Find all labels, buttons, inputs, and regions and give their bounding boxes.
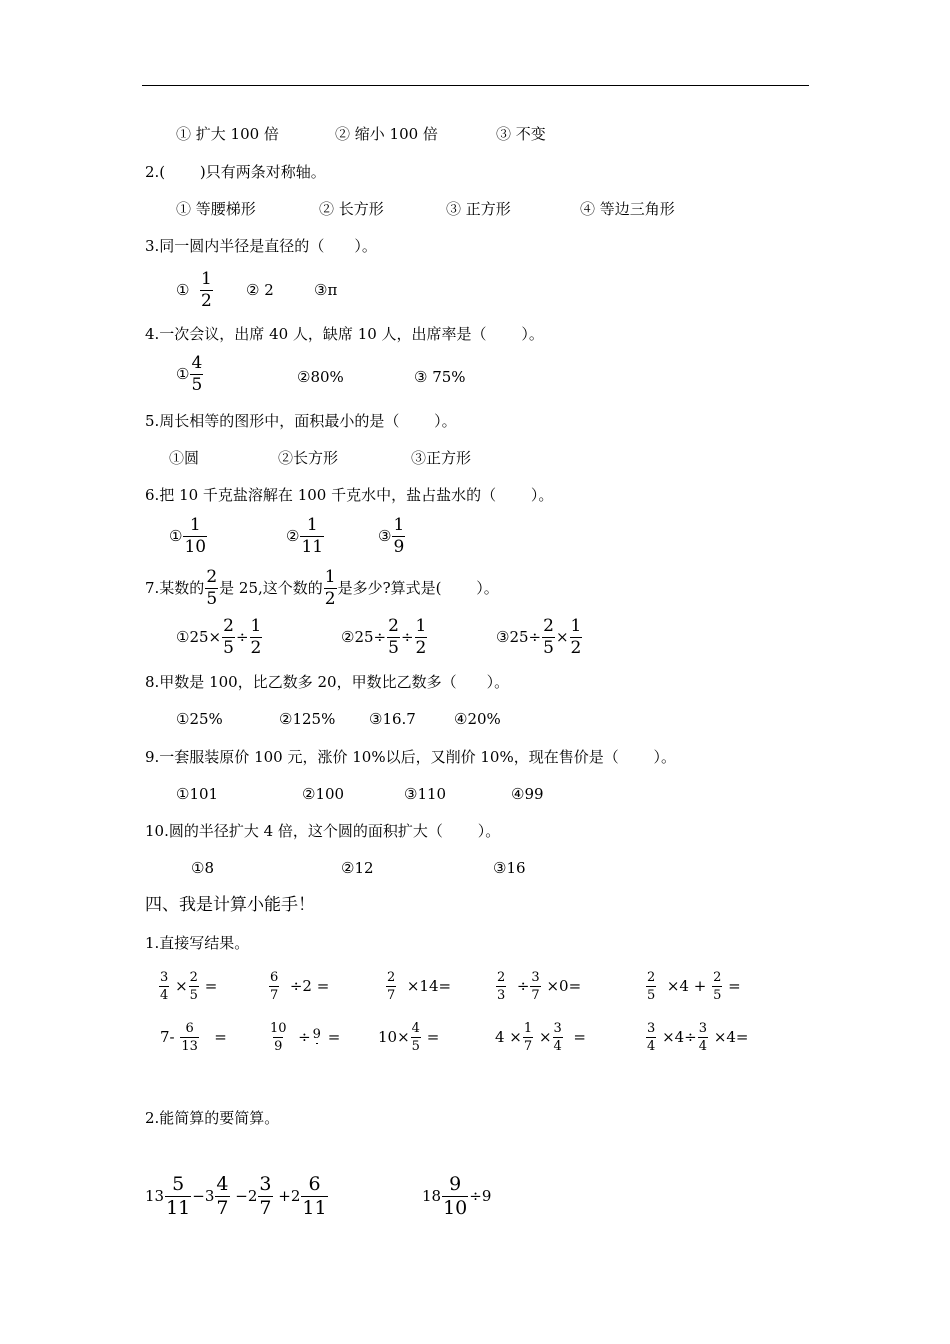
q10-option-1: ①8 — [191, 859, 214, 877]
fraction: $\frac{2}{5}$ — [543, 615, 554, 658]
q5-stem: 5.周长相等的图形中，面积最小的是（ ）。 — [145, 412, 457, 430]
calc-r2-d-head: 4 × — [495, 1028, 522, 1046]
calc-r2-e-tail: ×4= — [713, 1028, 749, 1046]
multiply-sign: × — [538, 1028, 552, 1046]
calc-r1-e — [645, 965, 741, 1007]
fraction: 5 11 — [166, 1172, 191, 1219]
fraction: $\frac{2}{3}$ — [497, 969, 506, 1003]
header-rule — [142, 85, 809, 86]
equals-sign: = — [728, 977, 741, 995]
q4-option-1 — [176, 352, 204, 396]
q1-option-2: ② 缩小 100 倍 — [335, 125, 438, 143]
calc-r2-c-head: 10× — [378, 1028, 410, 1046]
q9-option-3: ③110 — [404, 785, 447, 803]
equals-sign: = — [204, 977, 218, 995]
divide-sign: ÷ — [400, 628, 414, 646]
calc-r1-b — [268, 965, 329, 1007]
fraction: $\frac{3}{4}$ — [647, 1020, 656, 1054]
q6-option-3-label: ③ — [378, 527, 392, 545]
q1-option-3: ③ 不变 — [496, 125, 546, 143]
fraction: $\frac{2}{5}$ — [223, 615, 234, 658]
calc-r2-c — [378, 1016, 439, 1058]
fraction: 3 7 — [259, 1172, 272, 1219]
q2-stem: 2.( )只有两条对称轴。 — [145, 163, 326, 181]
fraction: $\frac{4}{5}$ — [411, 1020, 420, 1054]
calc-r1-c-tail: ×14= — [406, 977, 452, 995]
q9-option-4: ④99 — [511, 785, 544, 803]
fraction: $\frac{2}{5}$ — [189, 969, 198, 1003]
q7-stem — [145, 565, 499, 611]
q8-option-4: ④20% — [454, 710, 501, 728]
fraction: $\frac{2}{7}$ — [387, 969, 396, 1003]
fraction: $\frac{2}{5}$ — [388, 615, 399, 658]
fraction: $\frac{3}{4}$ — [553, 1020, 562, 1054]
section-4-title: 四、我是计算小能手！ — [145, 895, 315, 915]
calc-r2-b — [268, 1016, 340, 1058]
calc-r1-d — [495, 965, 581, 1007]
q9-stem: 9.一套服装原价 100 元，涨价 10%以后，又削价 10%，现在售价是（ ）。 — [145, 748, 676, 766]
section-4-sub-1: 1.直接写结果。 — [145, 934, 250, 952]
q4-option-1-label: ① — [176, 365, 190, 383]
calc-r1-c — [385, 965, 451, 1007]
q3-stem: 3.同一圆内半径是直径的（ ）。 — [145, 237, 377, 255]
fraction: 1 11 — [301, 514, 324, 557]
equals-sign: = — [573, 1028, 586, 1046]
equals-sign: = — [327, 1028, 341, 1046]
q6-option-2-label: ② — [286, 527, 300, 545]
q5-option-3: ③正方形 — [411, 449, 472, 467]
q9-option-1: ①101 — [176, 785, 219, 803]
q7-option-1-label: ①25× — [176, 628, 222, 646]
calc-r1-e-mid: ×4 + — [666, 977, 707, 995]
fraction: $\frac{9}{10}$ — [443, 1172, 468, 1219]
q7-stem-part-2: 是 25,这个数的 — [219, 579, 323, 597]
fraction: 2 5 — [206, 566, 218, 609]
q7-option-2 — [341, 614, 428, 660]
fraction: 1 2 — [201, 268, 212, 311]
q3-option-2: ② 2 — [246, 281, 274, 299]
minus-term: −3 — [192, 1187, 215, 1205]
calc-r2-a-head: 7- — [160, 1028, 175, 1046]
fraction: $\frac{6}{13}$ — [181, 1020, 198, 1054]
simplify-expr-2 — [422, 1170, 491, 1222]
calc-r2-e-mid: ×4÷ — [662, 1028, 697, 1046]
q2-option-2: ② 长方形 — [319, 200, 384, 218]
fraction: $\frac{1}{2}$ — [250, 615, 262, 658]
q5-option-1: ①圆 — [169, 449, 200, 467]
q9-option-2: ②100 — [302, 785, 345, 803]
q8-option-2: ②125% — [279, 710, 336, 728]
q8-stem: 8.甲数是 100，比乙数多 20，甲数比乙数多（ ）。 — [145, 673, 510, 691]
q7-option-3 — [496, 614, 583, 660]
fraction: $\frac{2}{5}$ — [713, 969, 722, 1003]
q8-option-1: ①25% — [176, 710, 223, 728]
calc-r1-d-tail: ×0= — [546, 977, 582, 995]
fraction: $\frac{1}{7}$ — [523, 1020, 533, 1054]
fraction: $\frac{3}{4}$ — [160, 969, 169, 1003]
fraction: 6 11 — [302, 1172, 327, 1219]
q2-option-3: ③ 正方形 — [446, 200, 511, 218]
q6-stem: 6.把 10 千克盐溶解在 100 千克水中，盐占盐水的（ ）。 — [145, 486, 554, 504]
fraction: $\frac{1}{2}$ — [570, 615, 582, 658]
q6-option-2 — [286, 514, 325, 558]
fraction: 1 9 — [393, 514, 405, 557]
divide-sign: ÷ — [298, 1028, 311, 1046]
calc-r2-e — [645, 1016, 749, 1058]
plus-term: +2 — [278, 1187, 301, 1205]
q4-option-2: ②80% — [297, 368, 344, 386]
minus-term: −2 — [235, 1187, 258, 1205]
q5-option-2: ②长方形 — [278, 449, 339, 467]
q7-option-1 — [176, 614, 263, 660]
fraction: $\frac{10}{9}$ — [270, 1020, 287, 1054]
q7-option-3-label: ③25÷ — [496, 628, 542, 646]
calc-r1-a — [158, 965, 217, 1007]
fraction: $\frac{3}{7}$ — [531, 969, 540, 1003]
fraction: 9 — [312, 1028, 322, 1046]
section-4-sub-2: 2.能简算的要简算。 — [145, 1109, 280, 1127]
whole-number: 13 — [145, 1187, 165, 1205]
multiply-sign: × — [175, 977, 188, 995]
q2-option-1: ① 等腰梯形 — [176, 200, 256, 218]
divide-sign: ÷ — [516, 977, 530, 995]
calc-r2-d — [495, 1016, 586, 1058]
fraction: 4 5 — [191, 352, 203, 395]
q10-option-2: ②12 — [341, 859, 374, 877]
fraction: $\frac{3}{4}$ — [698, 1020, 708, 1054]
q6-option-1-label: ① — [169, 527, 183, 545]
q4-stem: 4.一次会议，出席 40 人，缺席 10 人，出席率是（ ）。 — [145, 325, 544, 343]
q10-option-3: ③16 — [493, 859, 526, 877]
fraction: 1 10 — [184, 514, 207, 557]
q7-stem-part-3: 是多少?算式是( ）。 — [337, 579, 499, 597]
divide-sign: ÷ — [235, 628, 249, 646]
q3-option-1-label: ① — [176, 281, 190, 299]
multiply-sign: × — [555, 628, 569, 646]
fraction: $\frac{2}{5}$ — [647, 969, 656, 1003]
q10-stem: 10.圆的半径扩大 4 倍，这个圆的面积扩大（ ）。 — [145, 822, 501, 840]
q8-option-3: ③16.7 — [369, 710, 416, 728]
whole-number: 18 — [422, 1187, 442, 1205]
fraction: $\frac{6}{7}$ — [270, 969, 279, 1003]
equals-sign: = — [214, 1028, 227, 1046]
calc-r1-b-tail: ÷2 = — [289, 977, 330, 995]
calc-r2-a — [160, 1016, 227, 1058]
q2-option-4: ④ 等边三角形 — [580, 200, 675, 218]
q3-option-1 — [176, 268, 214, 312]
fraction: 1 2 — [324, 566, 336, 609]
q1-option-1: ① 扩大 100 倍 — [176, 125, 279, 143]
q7-option-2-label: ②25÷ — [341, 628, 387, 646]
q3-option-3: ③π — [314, 281, 338, 299]
fraction: $\frac{1}{2}$ — [415, 615, 427, 658]
q4-option-3: ③ 75% — [414, 368, 466, 386]
q7-stem-part-1: 7.某数的 — [145, 579, 205, 597]
fraction: 4 7 — [216, 1172, 229, 1219]
q6-option-1 — [169, 514, 208, 558]
simplify-expr-1 — [145, 1170, 329, 1222]
divide-term: ÷9 — [469, 1187, 492, 1205]
equals-sign: = — [426, 1028, 440, 1046]
q6-option-3 — [378, 514, 406, 558]
